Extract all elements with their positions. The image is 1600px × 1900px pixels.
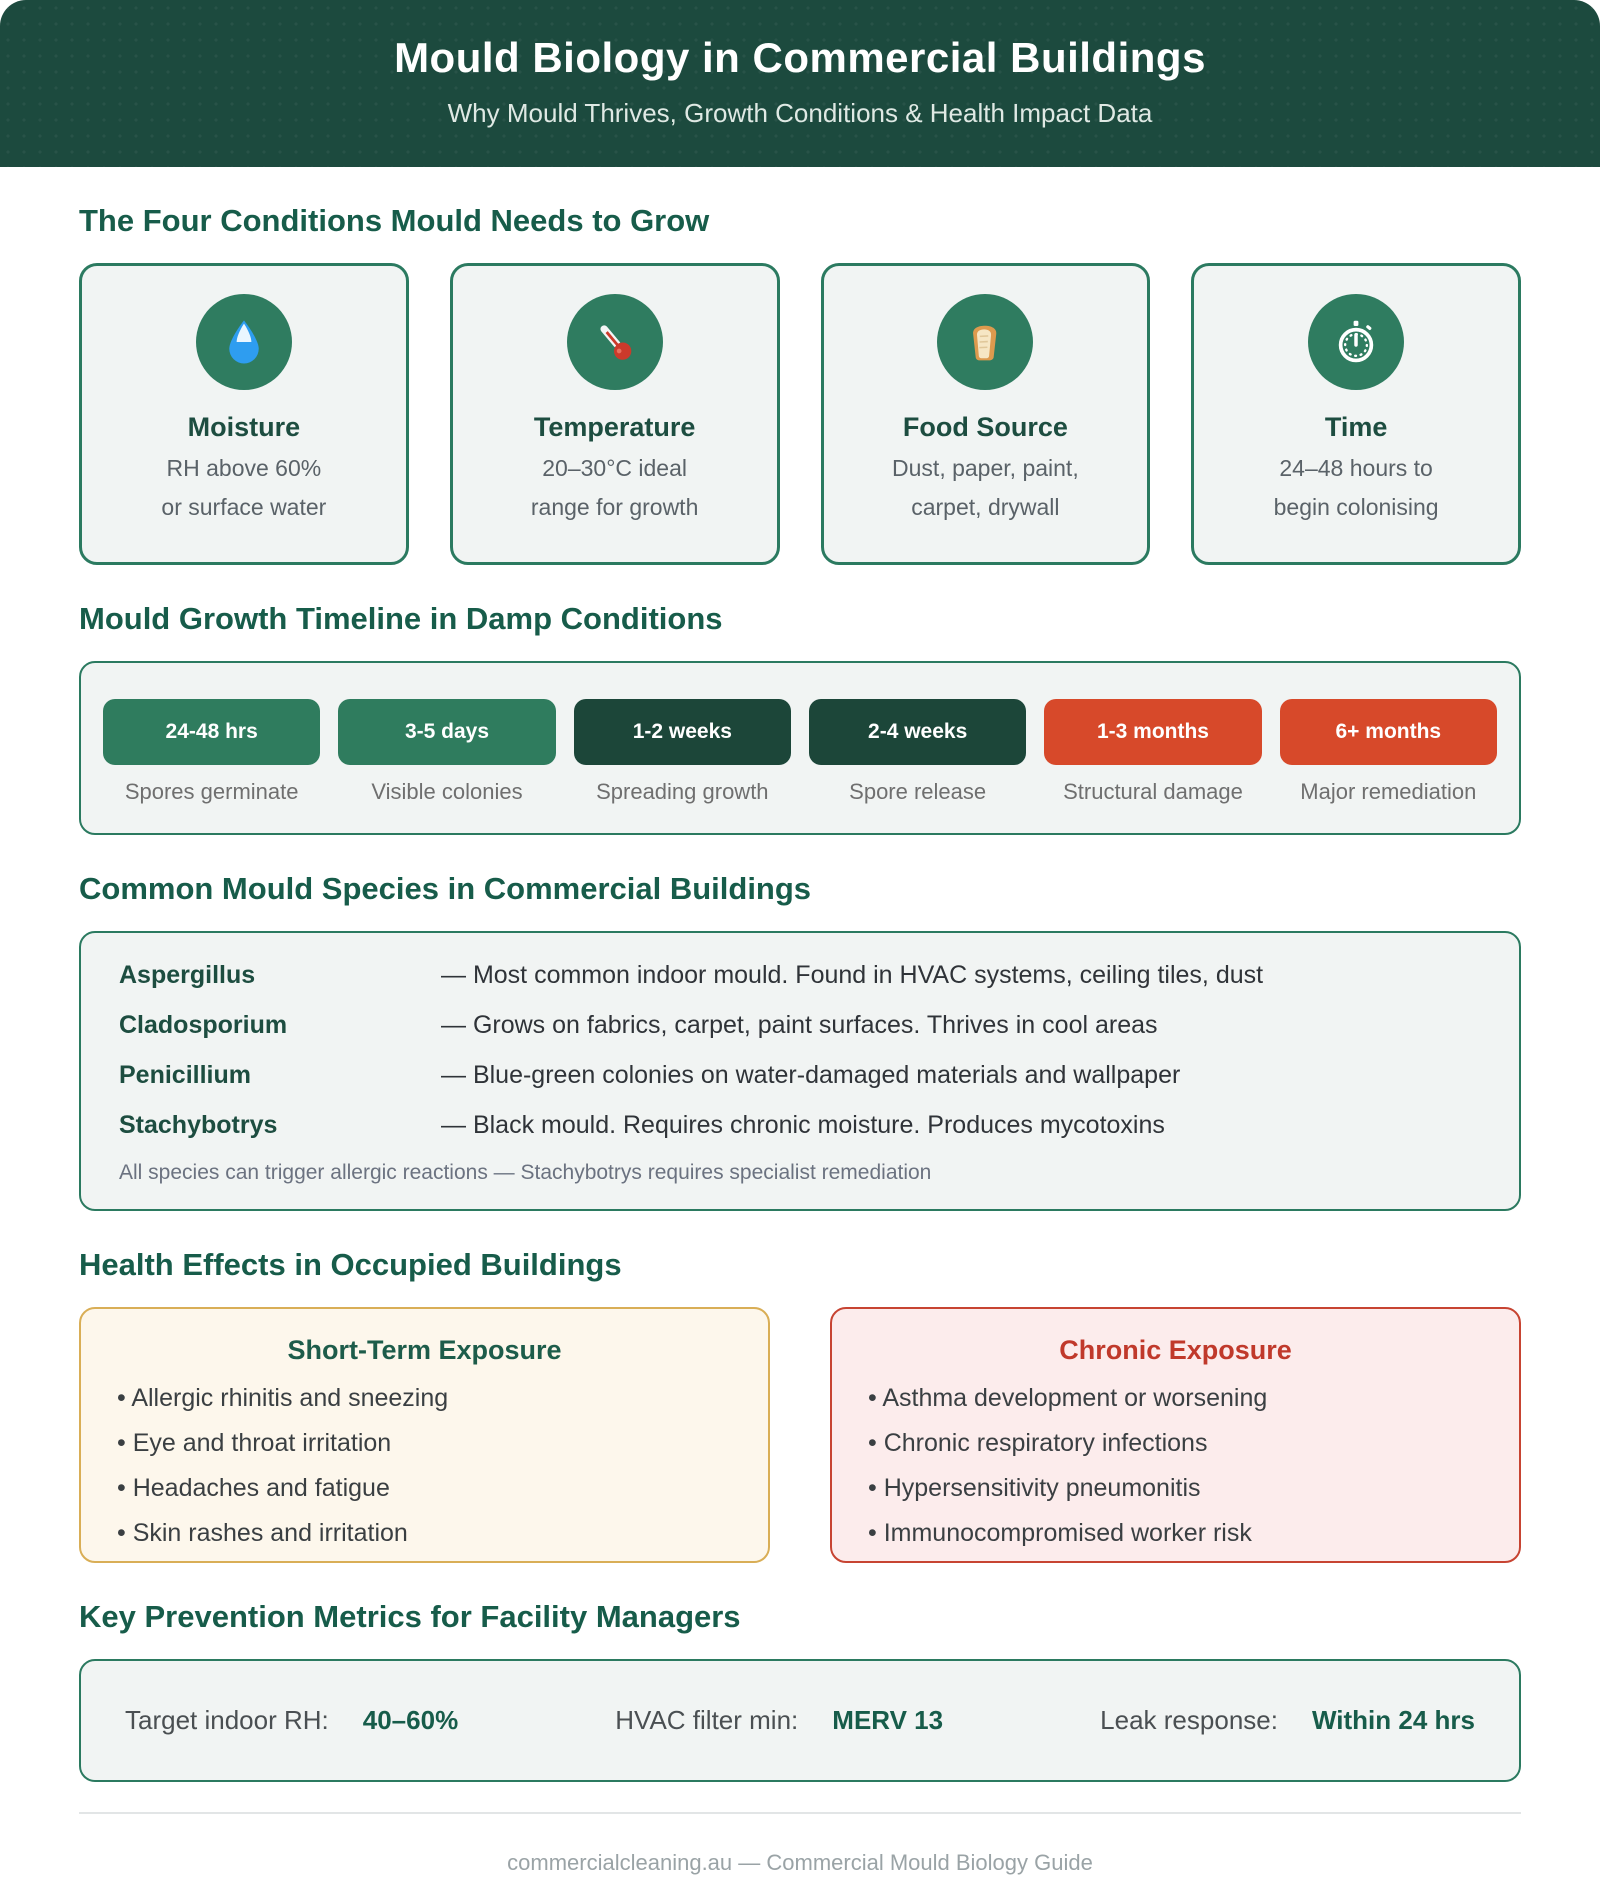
droplet-icon (196, 294, 292, 390)
metric-label: HVAC filter min: (615, 1705, 799, 1735)
metric-label: Target indoor RH: (125, 1705, 329, 1735)
timeline-panel (79, 661, 1521, 835)
metric-value: MERV 13 (832, 1705, 944, 1735)
stage-label: Spreading growth (596, 779, 769, 804)
condition-title: Temperature (533, 412, 696, 442)
health-item: • Allergic rhinitis and sneezing (117, 1384, 732, 1413)
condition-line2: or surface water (161, 494, 327, 520)
health-item: • Chronic respiratory infections (868, 1429, 1483, 1458)
metric-value: 40–60% (362, 1705, 459, 1735)
stage-badge: 1-2 weeks (574, 699, 791, 765)
metric-value: Within 24 hrs (1311, 1705, 1475, 1735)
species-description: — Most common indoor mould. Found in HVAC systems, ceiling tiles, dust (441, 961, 1264, 989)
conditions-heading: The Four Conditions Mould Needs to Grow (79, 203, 710, 238)
page-header (0, 0, 1600, 167)
species-heading: Common Mould Species in Commercial Buildings (79, 871, 812, 906)
metric-hvac-filter (615, 1705, 943, 1736)
species-row (119, 1061, 1481, 1090)
stage-badge: 3-5 days (338, 699, 555, 765)
species-row (119, 961, 1481, 990)
species-panel (79, 931, 1521, 1211)
metric-target-rh (125, 1705, 458, 1736)
species-name: Penicillium (119, 1061, 251, 1089)
timeline-stage (809, 699, 1026, 805)
condition-line2: begin colonising (1273, 494, 1439, 520)
page-subtitle: Why Mould Thrives, Growth Conditions & Health Impact Data (447, 98, 1153, 128)
species-description: — Blue-green colonies on water-damaged materials and wallpaper (441, 1061, 1181, 1089)
species-footnote: All species can trigger allergic reactions — Stachybotrys requires specialist remediation (119, 1161, 932, 1184)
health-item: • Asthma development or worsening (868, 1384, 1483, 1413)
stage-label: Visible colonies (371, 779, 523, 804)
timeline-stage (574, 699, 791, 805)
stage-badge: 1-3 months (1044, 699, 1261, 765)
stage-badge: 6+ months (1280, 699, 1497, 765)
metrics-panel (79, 1659, 1521, 1782)
health-item: • Eye and throat irritation (117, 1429, 732, 1458)
health-item: • Headaches and fatigue (117, 1474, 732, 1503)
metric-label: Leak response: (1100, 1705, 1278, 1735)
condition-card-time (1191, 263, 1521, 565)
condition-line1: RH above 60% (166, 455, 322, 481)
chronic-title: Chronic Exposure (1059, 1335, 1292, 1365)
species-description: — Black mould. Requires chronic moisture. Produces mycotoxins (441, 1111, 1165, 1139)
metric-leak-response (1100, 1705, 1475, 1736)
timeline-heading: Mould Growth Timeline in Damp Conditions (79, 601, 723, 636)
condition-line2: carpet, drywall (911, 494, 1060, 520)
short-term-title: Short-Term Exposure (287, 1335, 562, 1365)
short-term-exposure-card (79, 1307, 770, 1563)
timeline-stage (103, 699, 320, 805)
condition-line1: Dust, paper, paint, (892, 455, 1079, 481)
condition-line2: range for growth (530, 494, 699, 520)
condition-line1: 24–48 hours to (1279, 455, 1433, 481)
bread-icon (937, 294, 1033, 390)
species-description: — Grows on fabrics, carpet, paint surfaces. Thrives in cool areas (441, 1011, 1158, 1039)
page-content (0, 167, 1600, 1900)
health-item: • Immunocompromised worker risk (868, 1519, 1483, 1548)
condition-title: Time (1324, 412, 1388, 442)
page-title: Mould Biology in Commercial Buildings (394, 34, 1206, 81)
health-item: • Hypersensitivity pneumonitis (868, 1474, 1483, 1503)
stage-label: Spore release (849, 779, 987, 804)
species-row (119, 1111, 1481, 1140)
timeline-stage (1280, 699, 1497, 805)
health-cards-row (79, 1307, 1521, 1563)
timeline-stage (338, 699, 555, 805)
timeline-stage (1044, 699, 1261, 805)
condition-title: Moisture (187, 412, 301, 442)
condition-card-food-source (821, 263, 1151, 565)
thermometer-icon (567, 294, 663, 390)
footer-text: commercialcleaning.au — Commercial Mould Biology Guide (507, 1850, 1093, 1875)
stage-label: Structural damage (1063, 779, 1243, 804)
species-row (119, 1011, 1481, 1040)
conditions-cards-row (79, 263, 1521, 565)
species-name: Stachybotrys (119, 1111, 278, 1139)
health-item: • Skin rashes and irritation (117, 1519, 732, 1548)
health-heading: Health Effects in Occupied Buildings (79, 1247, 622, 1282)
stage-label: Major remediation (1300, 779, 1477, 804)
condition-title: Food Source (902, 412, 1068, 442)
stage-label: Spores germinate (124, 779, 299, 804)
metrics-heading: Key Prevention Metrics for Facility Managers (79, 1599, 741, 1634)
stage-badge: 24-48 hrs (103, 699, 320, 765)
stopwatch-icon (1308, 294, 1404, 390)
chronic-exposure-card (830, 1307, 1521, 1563)
condition-card-moisture (79, 263, 409, 565)
stage-badge: 2-4 weeks (809, 699, 1026, 765)
condition-card-temperature (450, 263, 780, 565)
species-name: Aspergillus (119, 961, 256, 989)
species-name: Cladosporium (119, 1011, 288, 1039)
condition-line1: 20–30°C ideal (542, 455, 687, 481)
